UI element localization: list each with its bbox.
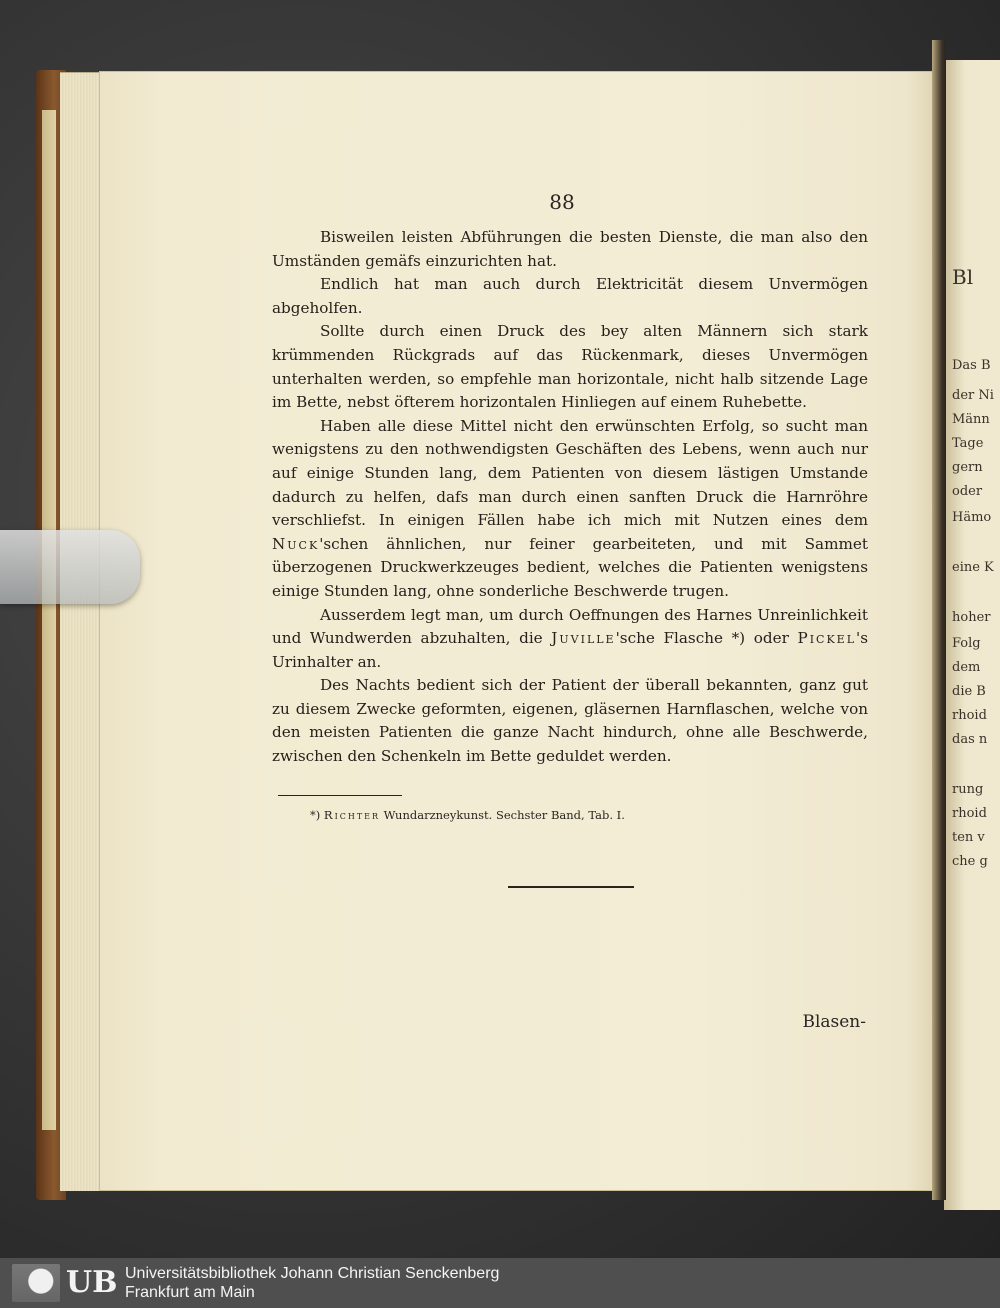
page-number: 88: [549, 190, 575, 214]
facing-text: rhoid: [952, 806, 987, 821]
person-name: Nuck: [272, 534, 320, 553]
library-name-line2: Frankfurt am Main: [125, 1284, 255, 1301]
library-name-line1: Universitätsbibliothek Johann Christian Senckenberg: [125, 1265, 500, 1282]
footnote-marker: *): [310, 808, 324, 822]
footnote-text: Wundarzneykunst. Sechster Band, Tab. I.: [380, 808, 625, 822]
facing-text: Hämo: [952, 510, 992, 525]
person-name: Pickel: [797, 629, 857, 648]
facing-text: das n: [952, 732, 988, 747]
paragraph: [272, 415, 868, 604]
page-body: [272, 226, 868, 769]
logo-text: UB: [66, 1265, 118, 1300]
catchword: Blasen-: [802, 1012, 866, 1032]
book-gutter: [932, 40, 946, 1200]
facing-text: Tage: [952, 436, 984, 451]
facing-text: che g: [952, 854, 988, 869]
facing-text: hoher: [952, 610, 991, 625]
facing-text: rung: [952, 782, 984, 797]
paragraph: Bisweilen leisten Abführungen die besten Dienste, die man also den Umständen gemäfs einzurichten hat.: [272, 228, 868, 270]
paragraph-text: 'schen ähnlichen, nur feiner gearbeiteten, und mit Sammet überzogenen Druckwerkzeuges bedient, welches die Patienten wenigstens einige Stunden lang, ohne sonderliche Beschwerde trugen.: [272, 534, 868, 600]
facing-text: Bl: [952, 265, 974, 289]
facing-text: oder: [952, 484, 983, 499]
footnote-author: Richter: [323, 808, 381, 822]
page-holder-clip: [0, 530, 140, 604]
facing-text: Das B: [952, 358, 991, 373]
library-logo: [12, 1264, 116, 1302]
library-footer: [0, 1258, 1000, 1308]
paragraph: Des Nachts bedient sich der Patient der überall bekannten, ganz gut zu diesem Zwecke geformten, eigenen, gläsernen Harnflaschen, welche von den meisten Patienten die ganze Nacht hindurch, ohne alle Beschwerde, zwischen den Schenkeln im Bette geduldet werden.: [272, 676, 868, 766]
paragraph: [272, 604, 868, 675]
footnote-rule: [278, 795, 402, 796]
facing-text: rhoid: [952, 708, 987, 723]
facing-text: eine K: [952, 560, 994, 575]
paragraph-text: 's Urinhalter an.: [272, 629, 868, 671]
cover-paper-strip: [42, 110, 56, 1130]
library-name: [125, 1264, 499, 1302]
paragraph-text: Ausserdem legt man, um durch Oeffnungen des Harnes Unreinlichkeit und Wundwerden abzuhalten, die: [272, 605, 868, 648]
facing-text: dem: [952, 660, 981, 675]
portrait-icon: [12, 1264, 60, 1302]
facing-text: ten v: [952, 830, 985, 845]
paragraph: Sollte durch einen Druck des bey alten Männern sich stark krümmenden Rückgrads auf das Rückenmark, dieses Unvermögen unterhalten werden, so empfehle man horizontale, nicht halb sitzende Lage im Bette, nebst öfterem horizontalen Hinliegen auf einem Ruhebette.: [272, 322, 868, 412]
paragraph-text: 'sche Flasche *) oder: [615, 629, 798, 648]
facing-text: Männ: [952, 412, 990, 427]
footnote: [310, 808, 870, 822]
paragraph: Endlich hat man auch durch Elektricität diesem Unvermögen abgeholfen.: [272, 275, 868, 317]
facing-text: Folg: [952, 636, 981, 651]
paragraph-text: Haben alle diese Mittel nicht den erwünschten Erfolg, so sucht man wenigstens zu den nothwendigsten Geschäften des Lebens, wenn auch nur auf einige Stunden lang, dem Patienten von diesem lästigen Umstande dadurch zu helfen, dafs man durch einen sanften Druck die Harnröhre verschliefst. In einigen Fällen habe ich mich mit Nutzen eines dem: [272, 416, 868, 530]
facing-page: [944, 60, 1000, 1210]
facing-text: gern: [952, 460, 983, 475]
section-end-rule: [508, 886, 634, 888]
person-name: Juville: [551, 629, 616, 648]
facing-text: der Ni: [952, 388, 994, 403]
facing-text: die B: [952, 684, 986, 699]
